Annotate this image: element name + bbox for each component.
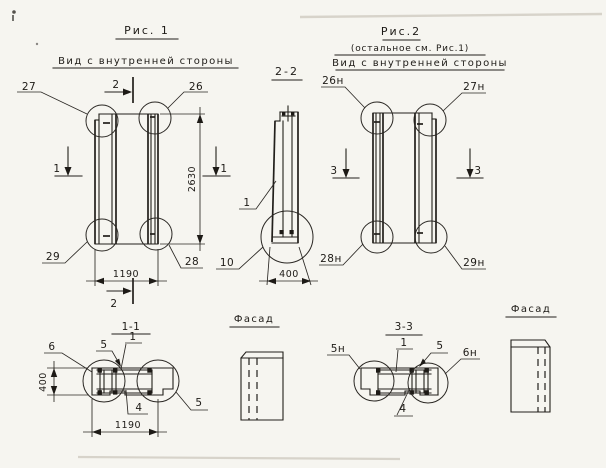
detail-circle-28n <box>361 221 393 253</box>
callout-29n: 29н <box>463 257 485 269</box>
callout-5n: 5н <box>330 343 346 355</box>
callout-1: 1 <box>400 337 408 349</box>
section-3-3-body <box>354 361 448 403</box>
section-marker-3-right <box>457 149 483 178</box>
section-2-2-title: 2-2 <box>275 65 299 78</box>
fig1-subtitle: Вид с внутренней стороны <box>58 56 234 67</box>
dim-1190-label: 1190 <box>112 269 140 280</box>
section-marker-2-top <box>105 77 133 103</box>
callout-1: 1 <box>129 331 137 343</box>
callout-26n: 26н <box>322 75 344 87</box>
facade-left <box>230 314 283 420</box>
callout-4: 4 <box>399 403 407 415</box>
callout-5-right: 5 <box>195 397 203 409</box>
section-marker-3-left <box>330 149 359 178</box>
marker-2-label: 2 <box>112 79 120 91</box>
facade-right-body <box>511 340 550 412</box>
detail-circle-27 <box>86 105 118 137</box>
section-1-1-title: 1-1 <box>121 321 141 333</box>
callout-27: 27 <box>21 81 37 93</box>
dimension-1190-section11 <box>83 399 167 437</box>
dimension-1190-fig1 <box>86 249 167 286</box>
section-3-3 <box>327 321 480 416</box>
section-2-2-body <box>261 106 313 263</box>
detail-circle-28 <box>140 218 172 250</box>
fig2-subtitle: Вид с внутренней стороны <box>332 58 508 69</box>
facade-right <box>506 304 556 412</box>
callout-5: 5 <box>436 340 444 352</box>
marker-1-label: 1 <box>220 163 228 175</box>
callout-6: 6 <box>48 341 56 353</box>
callout-28n: 28н <box>320 253 342 265</box>
dimension-400-section22 <box>259 247 318 285</box>
callout-1: 1 <box>243 197 251 209</box>
callout-28: 28 <box>184 256 200 268</box>
detail-circle-26n <box>361 102 393 134</box>
section-marker-1-right <box>203 147 230 176</box>
section-2-2 <box>216 65 318 285</box>
fig2-note: (остальное см. Рис.1) <box>350 44 470 54</box>
figure-1 <box>17 24 238 310</box>
section-marker-1-left <box>53 147 82 176</box>
callout-27n: 27н <box>463 81 485 93</box>
section-marker-2-bottom <box>107 278 133 310</box>
fig1-elevation <box>86 102 172 251</box>
marker-1-label: 1 <box>53 163 61 175</box>
facade-right-title: Фасад <box>510 304 552 315</box>
section-1-1-callouts <box>44 339 208 414</box>
callout-5-top: 5 <box>100 339 108 351</box>
marker-2-label: 2 <box>110 298 118 310</box>
facade-left-body <box>241 352 283 420</box>
callout-4: 4 <box>135 402 143 414</box>
dim-2630-label: 2630 <box>187 165 198 193</box>
marker-3-label: 3 <box>330 165 338 177</box>
marker-3-label: 3 <box>474 165 482 177</box>
dim-400-label: 400 <box>279 269 299 280</box>
detail-circle-29n <box>415 221 447 253</box>
callout-29: 29 <box>45 251 61 263</box>
section-1-1 <box>38 321 208 437</box>
dimension-400-section11 <box>38 361 88 402</box>
facade-left-title: Фасад <box>233 314 275 325</box>
detail-circle-29 <box>86 219 118 251</box>
section-3-3-title: 3-3 <box>394 321 414 333</box>
dim-400-vert-label: 400 <box>38 372 49 392</box>
fig1-title: Рис. 1 <box>124 24 170 37</box>
section-3-3-callouts <box>327 340 480 416</box>
callout-10: 10 <box>219 257 235 269</box>
callout-26: 26 <box>188 81 204 93</box>
section-2-2-callouts <box>216 181 276 269</box>
dim-1190-label: 1190 <box>114 420 142 431</box>
fig2-title: Рис.2 <box>380 25 422 38</box>
callout-6n: 6н <box>462 347 478 359</box>
section-1-1-body <box>83 360 179 402</box>
figure-2 <box>319 25 508 269</box>
fig2-elevation <box>361 102 447 253</box>
